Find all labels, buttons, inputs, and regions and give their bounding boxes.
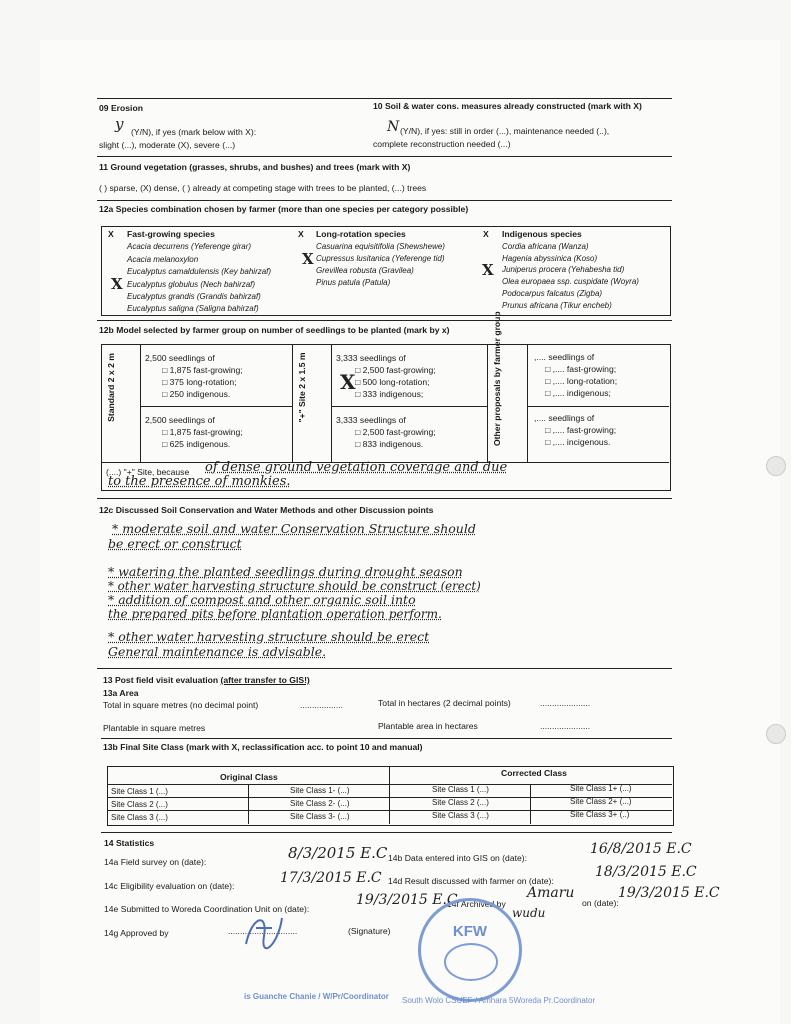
corrected-class-head: Corrected Class [501, 768, 567, 778]
model-b2-head: 3,333 seedlings of [336, 415, 406, 425]
model-c2-head: ,.... seedlings of [534, 413, 595, 423]
ind-species: Cordia africana (Wanza) [502, 242, 589, 251]
species-title: 12a Species combination chosen by farmer (more than one species per category possible) [99, 204, 469, 214]
ind-species: Prunus africana (Tikur encheb) [502, 301, 612, 310]
fast-mark-col: X [108, 229, 114, 239]
discussion-line: * other water harvesting structure should be erect [108, 629, 430, 644]
archived-on-label: on (date): [582, 898, 619, 908]
rot-species: Pinus patula (Patula) [316, 278, 391, 287]
discussion-line: be erect or construct [108, 536, 242, 551]
class-option[interactable]: Site Class 3- (...) [290, 812, 350, 821]
stamp-ring-text: South Wolo CSUEF / Amhara 5Woreda Pr.Coordinator [402, 996, 596, 1005]
species-check: X [302, 250, 314, 268]
gis-entry-date: 16/8/2015 E.C [590, 841, 692, 857]
discussion-title: 12c Discussed Soil Conservation and Water Methods and other Discussion points [99, 505, 434, 515]
discussion-line: * other water harvesting structure should be construct (erect) [108, 579, 481, 593]
model-c1-head: ,.... seedlings of [534, 352, 595, 362]
approved-label: 14g Approved by [104, 928, 169, 938]
erosion-line2: slight (...), moderate (X), severe (...) [99, 140, 236, 150]
model-b1-fast: 2,500 fast-growing; [362, 365, 436, 375]
class-option[interactable]: Site Class 1 (...) [432, 785, 489, 794]
model-a1-fast: 1,875 fast-growing; [169, 365, 243, 375]
discussion-line: the prepared pits before plantation operation perform. [108, 607, 442, 621]
erosion-answer: y [115, 115, 124, 133]
ind-header: Indigenous species [502, 229, 582, 239]
model-c2-fast: ,.... fast-growing; [552, 425, 617, 435]
model-b1-ind: 333 indigenous; [362, 389, 424, 399]
model-check: X [340, 370, 356, 394]
model-c1-fast: ,.... fast-growing; [552, 364, 617, 374]
site-because-label: (....) "+" Site, because [106, 467, 190, 477]
swc-title: 10 Soil & water cons. measures already constructed (mark with X) [373, 101, 642, 111]
plantable-sqm-label: Plantable in square metres [103, 723, 206, 733]
rot-species: Grevillea robusta (Gravilea) [316, 266, 414, 275]
fast-species: Eucalyptus camaldulensis (Key bahirzaf) [127, 267, 272, 276]
final-class-title: 13b Final Site Class (mark with X, reclassification acc. to point 10 and manual) [103, 742, 423, 752]
class-option[interactable]: Site Class 1 (...) [111, 787, 168, 796]
other-label: Other proposals by farmer group [492, 311, 502, 446]
result-discussed-label: 14d Result discussed with farmer on (date): [388, 876, 554, 886]
vegetation-title: 11 Ground vegetation (grasses, shrubs, and bushes) and trees (mark with X) [99, 162, 411, 172]
gis-entry-label: 14b Data entered into GIS on (date): [388, 853, 528, 863]
total-ha-label: Total in hectares (2 decimal points) [378, 698, 511, 708]
kfw-stamp-text: KFW [452, 923, 488, 940]
species-check: X [111, 275, 123, 293]
ind-species: Olea europaea ssp. cuspidate (Woyra) [502, 277, 639, 286]
ind-species: Podocarpus falcatus (Zigba) [502, 289, 603, 298]
swc-line1: (Y/N), if yes: still in order (...), maintenance needed (..), [400, 126, 610, 136]
class-option[interactable]: Site Class 2 (...) [432, 798, 489, 807]
class-option[interactable]: Site Class 2- (...) [290, 799, 350, 808]
model-b1-rot: 500 long-rotation; [362, 377, 430, 387]
signature-mark [238, 906, 288, 956]
evaluation-title-note: (after transfer to GIS!) [220, 675, 310, 685]
archived-by-name: Amaru [527, 885, 575, 901]
fast-species: Acacia melanoxylon [127, 255, 199, 264]
discussion-line: * moderate soil and water Conservation Structure should [112, 521, 476, 536]
model-b2-ind: 833 indigenous. [362, 439, 424, 449]
rot-species: Cupressus lusitanica (Yeferenge tid) [316, 254, 445, 263]
class-option[interactable]: Site Class 1+ (...) [570, 784, 632, 793]
site-because-text: of dense ground vegetation coverage and due [205, 460, 508, 475]
binder-hole [766, 724, 786, 744]
archived-by-name-2: wudu [512, 906, 546, 920]
stamp-left-text: is Guanche Chanie / W/Pr/Coordinator [244, 992, 389, 1001]
model-a2-ind: 625 indigenous. [169, 439, 231, 449]
class-option[interactable]: Site Class 1- (...) [290, 786, 350, 795]
ind-mark-col: X [483, 229, 489, 239]
model-a2-fast: 1,875 fast-growing; [169, 427, 243, 437]
field-survey-date: 8/3/2015 E.C [288, 844, 388, 862]
class-option[interactable]: Site Class 3 (...) [432, 811, 489, 820]
result-discussed-date: 18/3/2015 E.C [595, 864, 697, 880]
original-class-head: Original Class [220, 772, 278, 782]
archived-date: 19/3/2015 E.C [618, 885, 720, 901]
discussion-line: * watering the planted seedlings during drought season [108, 564, 463, 579]
standard-label: Standard 2 x 2 m [106, 353, 116, 422]
site-because-text-2: to the presence of monkies. [108, 474, 291, 489]
rot-species: Casuarina equisitifolia (Shewshewe) [316, 242, 445, 251]
signature-label: (Signature) [348, 926, 391, 936]
vegetation-options: ( ) sparse, (X) dense, ( ) already at competing stage with trees to be planted, (...) trees [99, 183, 427, 193]
fast-header: Fast-growing species [127, 229, 215, 239]
model-a1-ind: 250 indigenous. [169, 389, 231, 399]
ind-species: Hagenia abyssinica (Koso) [502, 254, 598, 263]
discussion-line: General maintenance is advisable. [108, 644, 327, 659]
model-b1-head: 3,333 seedlings of [336, 353, 406, 363]
swc-answer: N [387, 119, 400, 135]
fast-species: Eucalyptus globulus (Nech bahirzaf) [127, 280, 256, 289]
model-a2-head: 2,500 seedlings of [145, 415, 215, 425]
plantable-ha-label: Plantable area in hectares [378, 721, 478, 731]
erosion-line1: (Y/N), if yes (mark below with X): [131, 127, 257, 137]
site-label: "+" Site 2 x 1.5 m [297, 352, 307, 423]
model-c1-rot: ,.... long-rotation; [552, 376, 618, 386]
model-c2-ind: ,.... incigenous. [552, 437, 611, 447]
ind-species: Juniperus procera (Yehabesha tid) [502, 265, 625, 274]
rot-mark-col: X [298, 229, 304, 239]
field-survey-label: 14a Field survey on (date): [104, 857, 207, 867]
erosion-title: 09 Erosion [99, 103, 143, 113]
model-c1-ind: ,.... indigenous; [552, 388, 611, 398]
submitted-label: 14e Submitted to Woreda Coordination Unit on (date): [104, 904, 310, 914]
archived-label: 14f Archived by [447, 899, 506, 909]
eligibility-date: 17/3/2015 E.C [280, 870, 382, 886]
rot-header: Long-rotation species [316, 229, 406, 239]
fast-species: Eucalyptus saligna (Saligna bahirzaf) [127, 304, 259, 313]
eligibility-label: 14c Eligibility evaluation on (date): [104, 881, 235, 891]
discussion-line: * addition of compost and other organic soil into [108, 592, 416, 607]
fast-species: Acacia decurrens (Yeferenge girar) [127, 242, 252, 251]
species-check: X [482, 261, 494, 279]
fast-species: Eucalyptus grandis (Grandis bahirzaf) [127, 292, 261, 301]
submitted-date: 19/3/2015 E.C [356, 892, 458, 908]
model-title: 12b Model selected by farmer group on number of seedlings to be planted (mark by x) [99, 325, 450, 335]
kfw-stamp [418, 898, 522, 1002]
area-title: 13a Area [103, 688, 139, 698]
class-option[interactable]: Site Class 2 (...) [111, 800, 168, 809]
class-option[interactable]: Site Class 2+ (...) [570, 797, 632, 806]
swc-line2: complete reconstruction needed (...) [373, 139, 511, 149]
model-b2-fast: 2,500 fast-growing; [362, 427, 436, 437]
class-option[interactable]: Site Class 3 (...) [111, 813, 168, 822]
binder-hole [766, 456, 786, 476]
model-a1-rot: 375 long-rotation; [169, 377, 237, 387]
total-sqm-label: Total in square metres (no decimal point) [103, 700, 259, 710]
evaluation-title: 13 Post field visit evaluation [103, 675, 219, 685]
class-option[interactable]: Site Class 3+ (..) [570, 810, 630, 819]
statistics-title: 14 Statistics [104, 838, 155, 848]
model-a1-head: 2,500 seedlings of [145, 353, 215, 363]
